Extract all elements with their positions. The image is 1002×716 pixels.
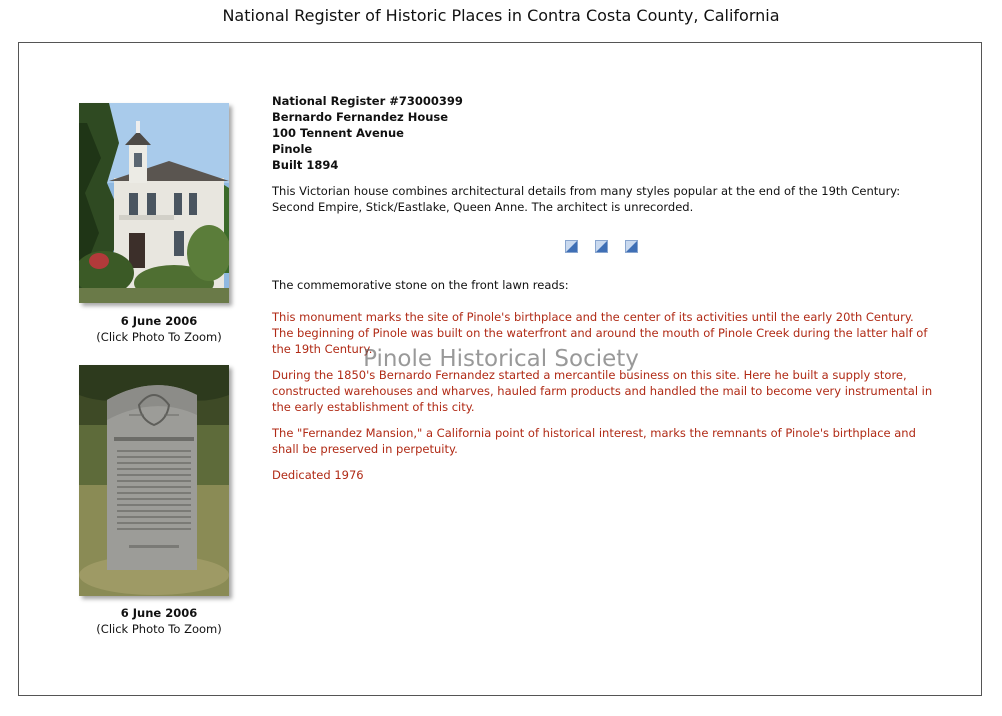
property-address: 100 Tennent Avenue [272, 126, 404, 140]
stone-photo-caption [59, 605, 259, 637]
dedication-text: Dedicated 1976 [272, 468, 364, 482]
stone-photo[interactable] [79, 365, 229, 596]
photo-date: 6 June 2006 [120, 606, 198, 620]
image-placeholder-icon[interactable] [565, 238, 578, 251]
property-details [272, 93, 463, 173]
register-number: National Register #73000399 [272, 94, 463, 108]
property-city: Pinole [272, 142, 313, 156]
stone-paragraph: During the 1850's Bernardo Fernandez started a mercantile business on this site. Here he built a supply store, constructed warehouses and wharves, hauled farm products and handled the mail to become very instrumental in the early establishment of this city. [272, 368, 933, 414]
image-placeholder-icon[interactable] [595, 238, 608, 251]
photo-date: 6 June 2006 [120, 314, 198, 328]
page-title: National Register of Historic Places in Contra Costa County, California [222, 6, 780, 25]
built-year: Built 1894 [272, 158, 339, 172]
zoom-hint: (Click Photo To Zoom) [96, 330, 222, 344]
stone-intro: The commemorative stone on the front lawn reads: [272, 278, 569, 292]
property-description: This Victorian house combines architectural details from many styles popular at the end of the 19th Century: Second Empire, Stick/Eastlake, Queen Anne. The architect is unrecorded. [272, 184, 901, 214]
zoom-hint: (Click Photo To Zoom) [96, 622, 222, 636]
stone-paragraph: This monument marks the site of Pinole's birthplace and the center of its activities until the early 20th Century. The beginning of Pinole was built on the waterfront and around the mouth of Pinole Creek during the latter half of the 19th Century. [272, 310, 928, 356]
watermark: Pinole Historical Society [363, 346, 639, 372]
house-photo-caption [59, 313, 259, 345]
stone-photo-image [79, 365, 229, 596]
property-name: Bernardo Fernandez House [272, 110, 449, 124]
stone-paragraph: The "Fernandez Mansion," a California point of historical interest, marks the remnants of Pinole's birthplace and shall be preserved in perpetuity. [272, 426, 916, 456]
house-photo-image [79, 103, 229, 303]
image-placeholder-icon[interactable] [625, 238, 638, 251]
house-photo[interactable] [79, 103, 229, 303]
